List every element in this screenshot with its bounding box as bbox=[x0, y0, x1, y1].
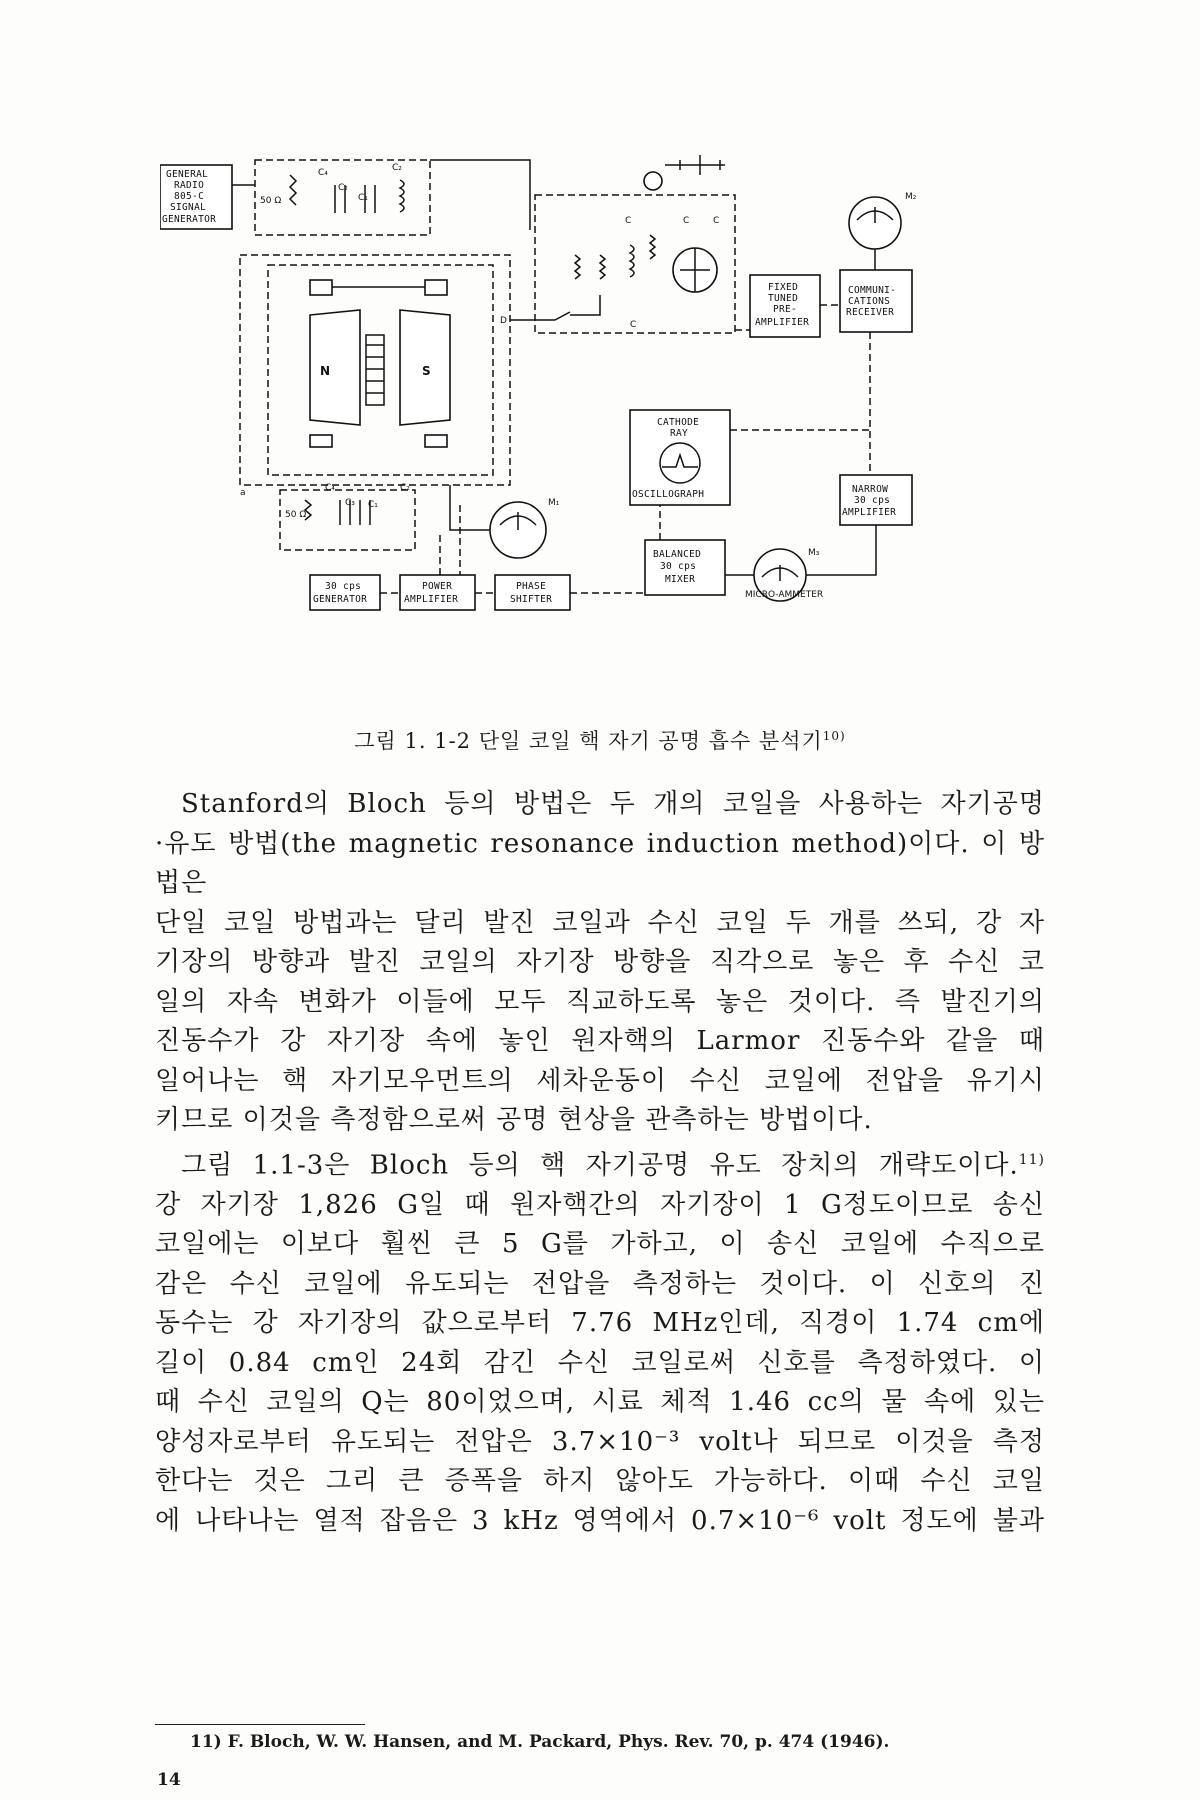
fixed-tuned-preamp-block bbox=[735, 275, 820, 337]
figure-caption bbox=[0, 725, 1200, 755]
svg-text:PRE-: PRE- bbox=[773, 304, 798, 315]
body-line: 진동수가 강 자기장 속에 놓인 원자핵의 Larmor 진동수와 같을 때 bbox=[155, 1026, 1045, 1056]
svg-text:CATIONS: CATIONS bbox=[848, 296, 891, 307]
body-line: 단일 코일 방법과는 달리 발진 코일과 수신 코일 두 개를 쓰되, 강 자 bbox=[155, 907, 1045, 938]
bottom-tuning-network bbox=[240, 483, 415, 550]
svg-text:C₄: C₄ bbox=[325, 483, 335, 493]
svg-text:C₂: C₂ bbox=[392, 163, 402, 173]
footnote: 11) F. Bloch, W. W. Hansen, and M. Packard, Phys. Rev. 70, p. 474 (1946). bbox=[190, 1732, 890, 1752]
body-line: 일의 자속 변화가 이들에 모두 직교하도록 놓은 것이다. 즉 발진기의 bbox=[155, 986, 1045, 1017]
svg-text:N: N bbox=[320, 364, 331, 378]
body-line: 강 자기장 1,826 G일 때 원자핵간의 자기장이 1 G정도이므로 송신 bbox=[155, 1189, 1045, 1220]
footnote-reference: 11) bbox=[1018, 1151, 1045, 1168]
svg-text:C: C bbox=[713, 216, 720, 226]
svg-text:OSCILLOGRAPH: OSCILLOGRAPH bbox=[632, 489, 705, 500]
body-line-with-ref bbox=[155, 1141, 1045, 1186]
svg-text:S: S bbox=[422, 364, 431, 378]
svg-text:GENERAL: GENERAL bbox=[166, 169, 209, 180]
svg-text:805-C: 805-C bbox=[174, 191, 205, 202]
body-line: 한다는 것은 그리 큰 증폭을 하지 않아도 가능하다. 이때 수신 코일 bbox=[155, 1466, 1045, 1497]
svg-text:AMPLIFIER: AMPLIFIER bbox=[404, 594, 459, 605]
svg-text:RADIO: RADIO bbox=[174, 180, 205, 191]
svg-text:MICRO-AMMETER: MICRO-AMMETER bbox=[745, 590, 824, 600]
svg-text:BALANCED: BALANCED bbox=[653, 549, 702, 560]
body-line: 때 수신 코일의 Q는 80이었으며, 시료 체적 1.46 cc의 물 속에 있는 bbox=[155, 1387, 1045, 1418]
body-line: 키므로 이것을 측정함으로써 공명 현상을 관측하는 방법이다. bbox=[155, 1105, 873, 1135]
svg-text:RAY: RAY bbox=[670, 428, 689, 439]
svg-text:GENERATOR: GENERATOR bbox=[162, 214, 217, 225]
svg-text:C₃: C₃ bbox=[345, 498, 355, 508]
power-amplifier-block bbox=[400, 575, 475, 610]
svg-text:M₃: M₃ bbox=[808, 548, 820, 558]
svg-text:CATHODE: CATHODE bbox=[657, 417, 700, 428]
svg-text:AMPLIFIER: AMPLIFIER bbox=[755, 317, 810, 328]
svg-text:TUNED: TUNED bbox=[768, 293, 799, 304]
svg-text:COMMUNI-: COMMUNI- bbox=[848, 285, 897, 296]
narrow-amplifier-block bbox=[840, 475, 912, 525]
svg-text:C: C bbox=[683, 216, 690, 226]
receiver-frontend-circuit bbox=[500, 155, 735, 333]
svg-text:FIXED: FIXED bbox=[768, 282, 799, 293]
cps-generator-block bbox=[310, 575, 380, 610]
svg-text:C₁: C₁ bbox=[368, 500, 378, 510]
svg-text:POWER: POWER bbox=[422, 581, 453, 592]
magnet-assembly bbox=[240, 255, 510, 485]
svg-text:a: a bbox=[240, 488, 246, 498]
caption-text: 그림 1. 1-2 단일 코일 핵 자기 공명 흡수 분석기 bbox=[354, 729, 823, 753]
body-line: 에 나타나는 열적 잡음은 3 kHz 영역에서 0.7×10⁻⁶ volt 정도에 불과 bbox=[155, 1505, 1045, 1536]
svg-text:50 Ω: 50 Ω bbox=[260, 196, 282, 206]
body-line: Stanford의 Bloch 등의 방법은 두 개의 코일을 사용하는 자기공명 bbox=[181, 789, 1045, 819]
svg-text:30 cps: 30 cps bbox=[854, 495, 891, 506]
svg-text:PHASE: PHASE bbox=[516, 581, 547, 592]
communications-receiver-block bbox=[820, 270, 912, 482]
circuit-diagram-figure bbox=[160, 145, 1060, 715]
footnote-rule bbox=[155, 1724, 365, 1725]
body-line-text: 그림 1.1-3은 Bloch 등의 핵 자기공명 유도 장치의 개략도이다. bbox=[181, 1150, 1019, 1181]
body-line: 동수는 강 자기장의 값으로부터 7.76 MHz인데, 직경이 1.74 cm에 bbox=[155, 1308, 1045, 1339]
svg-text:D: D bbox=[500, 316, 507, 326]
body-line: 양성자로부터 유도되는 전압은 3.7×10⁻³ volt나 되므로 이것을 측정 bbox=[155, 1426, 1045, 1457]
svg-text:AMPLIFIER: AMPLIFIER bbox=[842, 507, 897, 518]
svg-text:MIXER: MIXER bbox=[665, 574, 696, 585]
balanced-mixer-block bbox=[645, 505, 725, 595]
svg-text:SIGNAL: SIGNAL bbox=[170, 202, 207, 213]
svg-text:C₂: C₂ bbox=[338, 183, 348, 193]
oscilloscope-block bbox=[630, 410, 870, 505]
svg-text:30 cps: 30 cps bbox=[325, 581, 362, 592]
meter-m1 bbox=[450, 485, 560, 558]
top-tuning-network bbox=[232, 160, 530, 235]
svg-text:C₂: C₂ bbox=[400, 483, 410, 493]
svg-text:M₁: M₁ bbox=[548, 498, 560, 508]
svg-text:C: C bbox=[625, 216, 632, 226]
svg-text:C₄: C₄ bbox=[318, 168, 328, 178]
meter-m2 bbox=[849, 192, 917, 270]
svg-text:M₂: M₂ bbox=[905, 192, 917, 202]
signal-generator-block bbox=[160, 165, 232, 229]
body-line: 길이 0.84 cm인 24회 감긴 수신 코일로써 신호를 측정하였다. 이 bbox=[155, 1347, 1045, 1378]
phase-shifter-block bbox=[495, 575, 570, 610]
body-line: 감은 수신 코일에 유도되는 전압을 측정하는 것이다. 이 신호의 진 bbox=[155, 1268, 1045, 1299]
svg-text:SHIFTER: SHIFTER bbox=[510, 594, 553, 605]
page-number: 14 bbox=[157, 1770, 181, 1790]
body-line: ·유도 방법(the magnetic resonance induction method)이다. 이 방법은 bbox=[155, 828, 1045, 898]
meter-m3-ammeter bbox=[725, 525, 876, 601]
svg-text:C: C bbox=[630, 320, 637, 330]
caption-reference: 10) bbox=[822, 729, 846, 743]
body-line: 코일에는 이보다 훨씬 큰 5 G를 가하고, 이 송신 코일에 수직으로 bbox=[155, 1229, 1045, 1260]
svg-text:GENERATOR: GENERATOR bbox=[313, 594, 368, 605]
body-text bbox=[155, 785, 1045, 1541]
body-line: 기장의 방향과 발진 코일의 자기장 방향을 직각으로 놓은 후 수신 코 bbox=[155, 947, 1045, 977]
svg-text:30 cps: 30 cps bbox=[660, 561, 697, 572]
body-line: 일어나는 핵 자기모우먼트의 세차운동이 수신 코일에 전압을 유기시 bbox=[155, 1065, 1045, 1096]
svg-text:C₁: C₁ bbox=[358, 193, 368, 203]
svg-text:NARROW: NARROW bbox=[852, 484, 889, 495]
svg-text:RECEIVER: RECEIVER bbox=[846, 307, 895, 318]
svg-text:50 Ω: 50 Ω bbox=[285, 510, 307, 520]
